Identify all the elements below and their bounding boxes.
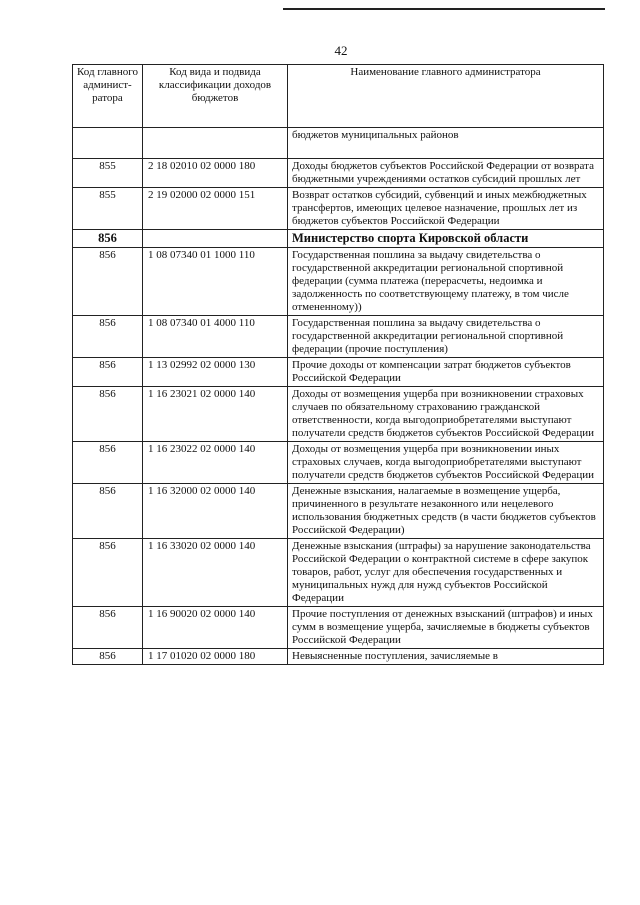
table-row [73,387,604,442]
cell-admin-code: 856 [73,230,143,248]
cell-kbk-code: 1 08 07340 01 4000 110 [143,316,288,358]
cell-admin-name: Невыясненные поступления, зачисляемые в [288,649,604,665]
cell-admin-code: 856 [73,442,143,484]
cell-admin-code: 856 [73,484,143,539]
cell-admin-code: 856 [73,387,143,442]
cell-admin-code: 855 [73,188,143,230]
cell-kbk-code: 1 13 02992 02 0000 130 [143,358,288,387]
cell-kbk-code: 1 08 07340 01 1000 110 [143,248,288,316]
cell-admin-name: бюджетов муниципальных районов [288,128,604,159]
cell-admin-name: Денежные взыскания (штрафы) за нарушение законодательства Российской Федерации о контрактной системе в сфере закупок товаров, работ, услуг для обеспечения государственных и муниципальных нужд для нужд субъектов Российской Федерации [288,539,604,607]
cell-admin-name: Прочие доходы от компенсации затрат бюджетов субъектов Российской Федерации [288,358,604,387]
cell-admin-name: Возврат остатков субсидий, субвенций и иных межбюджетных трансфертов, имеющих целевое назначение, прошлых лет из бюджетов субъектов Российской Федерации [288,188,604,230]
cell-kbk-code: 1 16 23022 02 0000 140 [143,442,288,484]
table-row [73,358,604,387]
cell-admin-code [73,128,143,159]
header-admin-name: Наименование главного администратора [288,65,604,128]
cell-kbk-code [143,230,288,248]
cell-kbk-code: 1 17 01020 02 0000 180 [143,649,288,665]
cell-admin-name: Денежные взыскания, налагаемые в возмещение ущерба, причиненного в результате незаконного или нецелевого использования бюджетных средств (в части бюджетов субъектов Российской Федерации) [288,484,604,539]
cell-admin-name: Министерство спорта Кировской области [288,230,604,248]
table-row [73,607,604,649]
cell-kbk-code: 1 16 33020 02 0000 140 [143,539,288,607]
cell-kbk-code: 1 16 23021 02 0000 140 [143,387,288,442]
table-row [73,159,604,188]
cell-kbk-code: 1 16 90020 02 0000 140 [143,607,288,649]
table-row [73,649,604,665]
header-admin-code: Код главного админист-ратора [73,65,143,128]
cell-kbk-code [143,128,288,159]
cell-admin-name: Прочие поступления от денежных взысканий (штрафов) и иных сумм в возмещение ущерба, зачисляемые в бюджеты субъектов Российской Федерации [288,607,604,649]
cell-admin-name: Доходы бюджетов субъектов Российской Федерации от возврата бюджетными учреждениями остатков субсидий прошлых лет [288,159,604,188]
cell-admin-code: 855 [73,159,143,188]
cell-admin-code: 856 [73,649,143,665]
cell-admin-code: 856 [73,539,143,607]
header-kbk-code: Код вида и подвида классификации доходов бюджетов [143,65,288,128]
cell-kbk-code: 2 19 02000 02 0000 151 [143,188,288,230]
table-row [73,230,604,248]
table-row [73,539,604,607]
table-row [73,442,604,484]
table-row [73,128,604,159]
table-row [73,248,604,316]
cell-admin-name: Доходы от возмещения ущерба при возникновении иных страховых случаев, когда выгодоприобретателями выступают получатели средств бюджетов субъектов Российской Федерации [288,442,604,484]
table-row [73,316,604,358]
cell-admin-name: Доходы от возмещения ущерба при возникновении страховых случаев по обязательному страхованию гражданской ответственности, когда выгодоприобретателями выступают получатели средств бюджетов субъектов Российской Федерации [288,387,604,442]
page-number: 42 [334,43,348,58]
cell-admin-name: Государственная пошлина за выдачу свидетельства о государственной аккредитации региональной спортивной федерации (прочие поступления) [288,316,604,358]
table-header-row [73,65,604,128]
cell-admin-code: 856 [73,358,143,387]
revenue-administrators-table [72,64,604,665]
cell-kbk-code: 2 18 02010 02 0000 180 [143,159,288,188]
cell-admin-code: 856 [73,248,143,316]
table-row [73,188,604,230]
cell-admin-code: 856 [73,607,143,649]
table-row [73,484,604,539]
cell-kbk-code: 1 16 32000 02 0000 140 [143,484,288,539]
cell-admin-code: 856 [73,316,143,358]
cell-admin-name: Государственная пошлина за выдачу свидетельства о государственной аккредитации региональной спортивной федерации (сумма платежа (перерасчеты, недоимка и задолженность по соответствующему платежу, в том числе отмененному)) [288,248,604,316]
top-rule [283,8,605,10]
